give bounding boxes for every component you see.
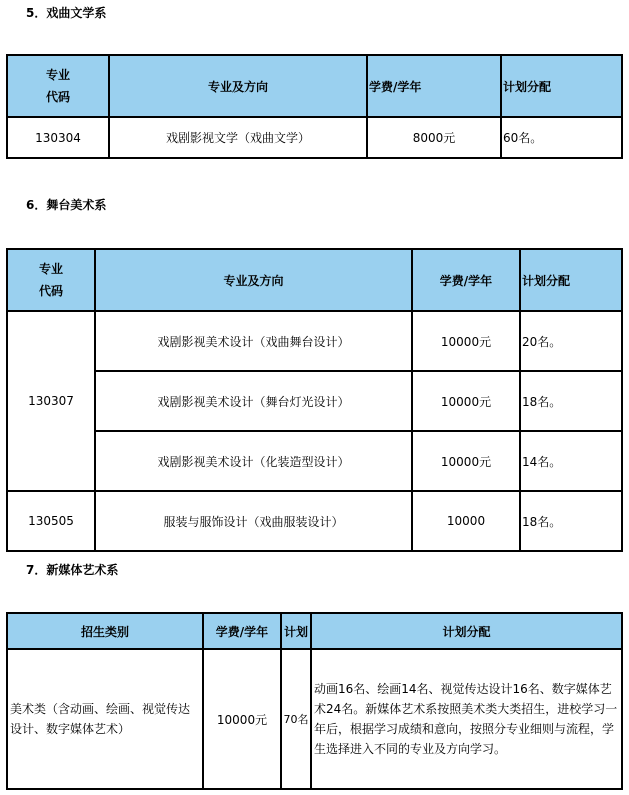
cell-major: 戏剧影视文学（戏曲文学）	[109, 117, 367, 158]
drama-literature-table	[6, 54, 623, 159]
cell-category: 美术类（含动画、绘画、视觉传达设计、数字媒体艺术）	[7, 649, 203, 789]
cell-fee: 10000元	[412, 431, 520, 491]
cell-count: 70名	[281, 649, 311, 789]
cell-fee: 8000元	[367, 117, 501, 158]
cell-plan: 动画16名、绘画14名、视觉传达设计16名、数字媒体艺术24名。新媒体艺术系按照美术类大类招生，进校学习一年后，根据学习成绩和意向，按照分专业细则与流程，学生选择进入不同的专业及方向学习。	[311, 649, 622, 789]
cell-plan: 60名。	[501, 117, 622, 158]
header-count: 计划	[281, 613, 311, 649]
cell-major: 戏剧影视美术设计（化装造型设计）	[95, 431, 412, 491]
new-media-art-table	[6, 612, 623, 790]
header-fee: 学费/学年	[203, 613, 281, 649]
header-category: 招生类别	[7, 613, 203, 649]
cell-major: 戏剧影视美术设计（舞台灯光设计）	[95, 371, 412, 431]
cell-plan: 20名。	[520, 311, 622, 371]
cell-code: 130304	[7, 117, 109, 158]
header-fee: 学费/学年	[367, 55, 501, 117]
header-code-line1: 专业	[45, 68, 70, 82]
header-code-line2: 代码	[45, 90, 70, 104]
cell-code: 130505	[7, 491, 95, 551]
header-major: 专业及方向	[109, 55, 367, 117]
stage-art-table	[6, 248, 623, 552]
cell-fee: 10000	[412, 491, 520, 551]
section-heading-stage-art: 6．舞台美术系	[26, 198, 107, 212]
cell-plan: 14名。	[520, 431, 622, 491]
header-code-line1: 专业	[38, 262, 63, 276]
header-plan: 计划分配	[311, 613, 622, 649]
cell-fee: 10000元	[412, 371, 520, 431]
header-plan: 计划分配	[501, 55, 622, 117]
cell-fee: 10000元	[412, 311, 520, 371]
header-major-code	[7, 249, 95, 311]
header-plan: 计划分配	[520, 249, 622, 311]
cell-plan: 18名。	[520, 371, 622, 431]
cell-code: 130307	[7, 311, 95, 491]
header-code-line2: 代码	[38, 284, 63, 298]
section-heading-new-media-art: 7．新媒体艺术系	[26, 563, 119, 577]
cell-fee: 10000元	[203, 649, 281, 789]
header-major-code	[7, 55, 109, 117]
header-fee: 学费/学年	[412, 249, 520, 311]
cell-major: 戏剧影视美术设计（戏曲舞台设计）	[95, 311, 412, 371]
header-major: 专业及方向	[95, 249, 412, 311]
cell-plan: 18名。	[520, 491, 622, 551]
cell-major: 服装与服饰设计（戏曲服装设计）	[95, 491, 412, 551]
section-heading-drama-literature: 5．戏曲文学系	[26, 6, 107, 20]
